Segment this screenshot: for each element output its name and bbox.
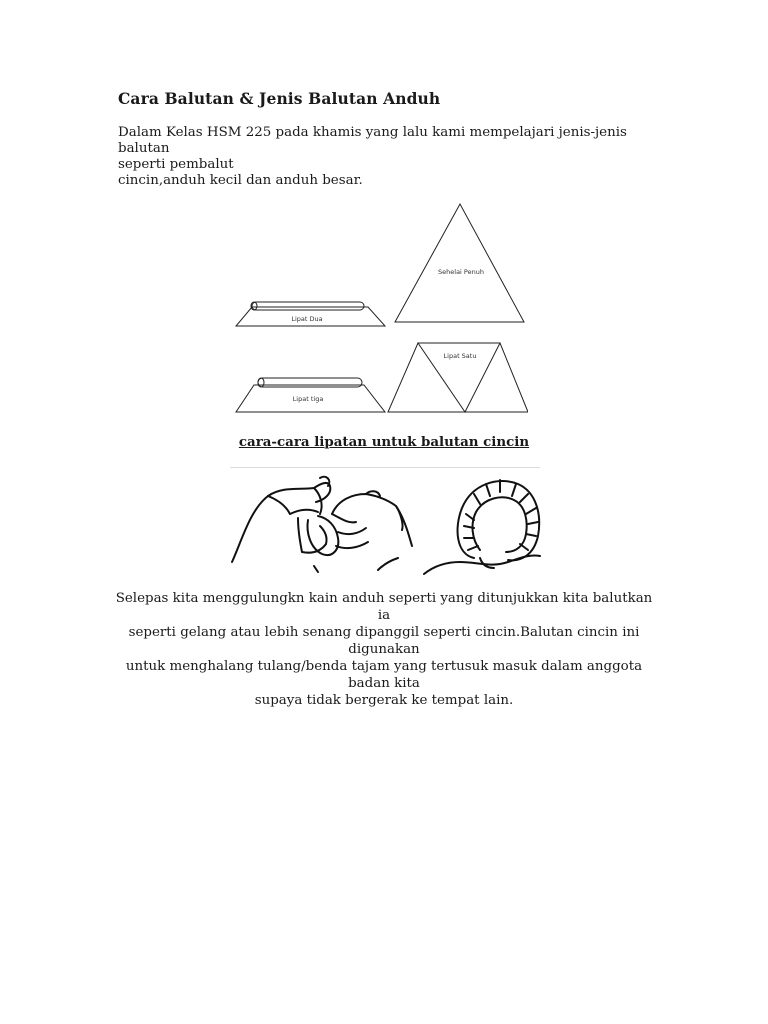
- intro-line: cincin,anduh kecil dan anduh besar.: [118, 173, 363, 188]
- fold-diagram-caption: cara-cara lipatan untuk balutan cincin: [238, 434, 530, 450]
- fold-three-label: Lipat tiga: [292, 395, 324, 403]
- intro-line: seperti pembalut: [118, 157, 234, 172]
- body-line: supaya tidak bergerak ke tempat lain.: [254, 693, 514, 708]
- body-line: seperti gelang atau lebih senang dipanggil seperti cincin.Balutan cincin ini digunakan: [128, 625, 640, 657]
- fold-two-label: Lipat Dua: [291, 315, 323, 323]
- fold-two-roll: [252, 302, 364, 310]
- body-paragraph: [108, 590, 660, 709]
- body-line: untuk menghalang tulang/benda tajam yang tertusuk masuk dalam anggota badan kita: [125, 659, 643, 691]
- full-sheet-triangle: [395, 204, 524, 322]
- ring-bandage-illustration: [228, 470, 548, 580]
- body-line: Selepas kita menggulungkn kain anduh seperti yang ditunjukkan kita balutkan ia: [115, 591, 653, 623]
- full-sheet-label: Sehelai Penuh: [438, 268, 484, 276]
- intro-line: Dalam Kelas HSM 225 pada khamis yang lalu kami mempelajari jenis-jenis balutan: [118, 125, 627, 156]
- page-title: Cara Balutan & Jenis Balutan Anduh: [118, 89, 441, 108]
- held-ring-drawing: [308, 516, 339, 555]
- intro-paragraph: [118, 125, 658, 189]
- fold-diagram: [228, 198, 528, 418]
- fold-one-label: Lipat Satu: [443, 352, 477, 360]
- fold-three-roll: [258, 378, 362, 387]
- caption-divider: [230, 467, 540, 468]
